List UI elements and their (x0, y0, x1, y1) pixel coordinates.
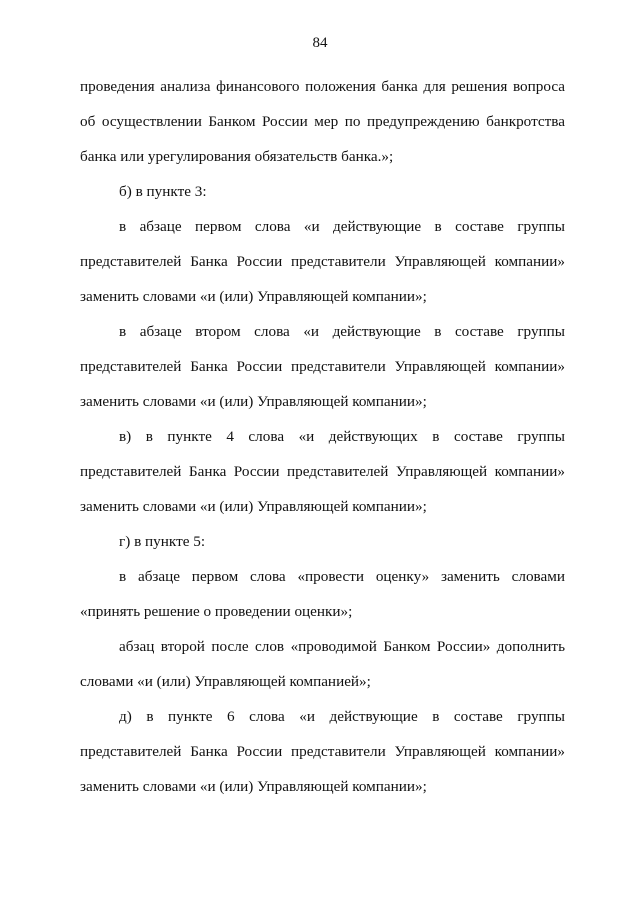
text-line: в абзаце первом слова «и действующие в составе группы (119, 218, 565, 235)
paragraph-item-d: д) в пункте 6 слова «и действующие в составе группы (119, 708, 565, 725)
text-line: представителей Банка России представители Управляющей компании» (80, 743, 565, 760)
text-line: «принять решение о проведении оценки»; (80, 603, 353, 620)
text-line: об осуществлении Банком России мер по предупреждению банкротства (80, 113, 565, 130)
paragraph-item-v: в) в пункте 4 слова «и действующих в составе группы (119, 428, 565, 445)
text-line: в абзаце первом слова «провести оценку» заменить словами (119, 568, 565, 585)
text-line: абзац второй после слов «проводимой Банком России» дополнить (119, 638, 565, 655)
page-number: 84 (312, 35, 328, 51)
text-line: банка или урегулирования обязательств банка.»; (80, 148, 394, 165)
paragraph-item-b: б) в пункте 3: (119, 183, 207, 200)
text-line: представителей Банка России представители Управляющей компании» (80, 253, 565, 270)
text-line: словами «и (или) Управляющей компанией»; (80, 673, 371, 690)
text-line: заменить словами «и (или) Управляющей компании»; (80, 288, 427, 305)
text-line: заменить словами «и (или) Управляющей компании»; (80, 498, 427, 515)
document-body (80, 69, 565, 804)
text-line: проведения анализа финансового положения банка для решения вопроса (80, 78, 565, 95)
text-line: в абзаце втором слова «и действующие в составе группы (119, 323, 565, 340)
text-line: представителей Банка России представителей Управляющей компании» (80, 463, 565, 480)
text-line: заменить словами «и (или) Управляющей компании»; (80, 778, 427, 795)
paragraph-item-g: г) в пункте 5: (119, 533, 206, 550)
text-line: заменить словами «и (или) Управляющей компании»; (80, 393, 427, 410)
text-line: представителей Банка России представители Управляющей компании» (80, 358, 565, 375)
